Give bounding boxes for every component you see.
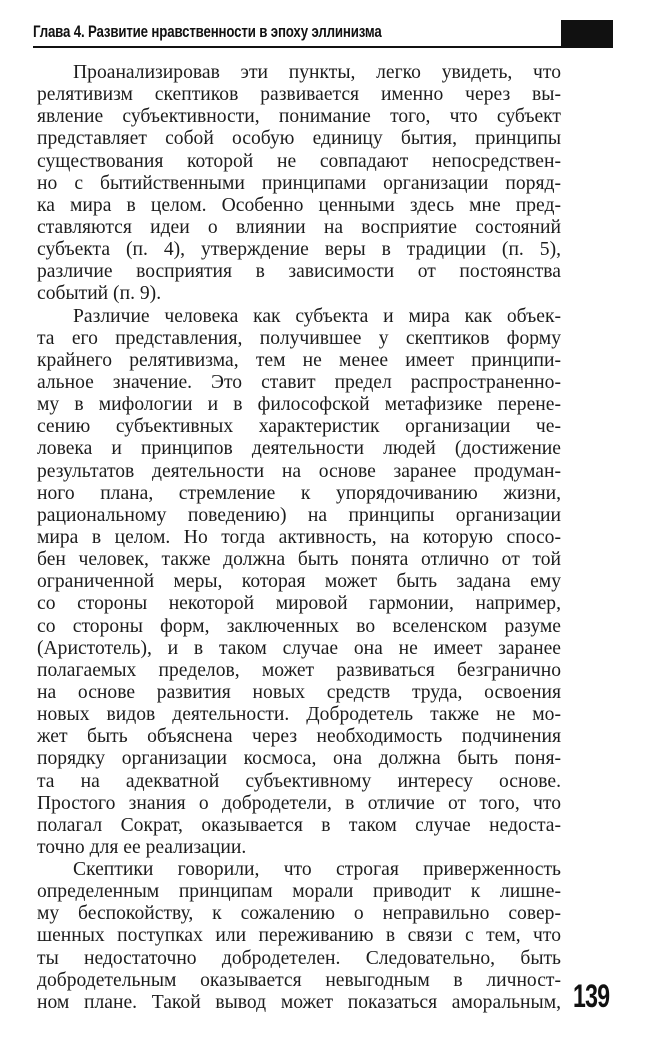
text-line: ном плане. Такой вывод может показаться аморальным,	[37, 991, 561, 1013]
text-line: ловека и принципов деятельности людей (достижение	[37, 438, 561, 460]
text-line: полагаемых пределов, может развиваться безгранично	[37, 659, 561, 681]
text-line: со стороны форм, заключенных во вселенском разуме	[37, 615, 561, 637]
text-line: та на адекватной субъективному интересу основе.	[37, 770, 561, 792]
text-line: явление субъективности, понимание того, что субъект	[37, 106, 561, 128]
text-line: представляет собой особую единицу бытия, принципы	[37, 128, 561, 150]
text-line: Различие человека как субъекта и мира как объек-	[73, 305, 561, 327]
paragraph	[37, 859, 561, 1014]
text-line: шенных поступках или переживанию в связи с тем, что	[37, 925, 561, 947]
text-line: мира в целом. Но тогда активность, на которую спосо-	[37, 526, 561, 548]
text-line: Простого знания о добродетели, в отличие от того, что	[37, 792, 561, 814]
chapter-title: Глава 4. Развитие нравственности в эпоху эллинизма	[33, 22, 382, 41]
header-rule	[33, 46, 613, 48]
text-line: бен человек, также должна быть понята отлично от той	[37, 549, 561, 571]
text-line: релятивизм скептиков развивается именно через вы-	[37, 84, 561, 106]
text-line: альное значение. Это ставит предел распространенно-	[37, 371, 561, 393]
text-line: му беспокойству, к сожалению о неправильно совер-	[37, 903, 561, 925]
text-line: различие восприятия в зависимости от постоянства	[37, 261, 561, 283]
text-line: крайнего релятивизма, тем не менее имеет принципи-	[37, 349, 561, 371]
page-body	[37, 62, 561, 1014]
text-line: ставляются идеи о влиянии на восприятие состояний	[37, 216, 561, 238]
text-line: но с бытийственными принципами организации поряд-	[37, 172, 561, 194]
running-header	[33, 20, 613, 48]
text-line: на основе развития новых средств труда, освоения	[37, 681, 561, 703]
text-line: со стороны некоторой мировой гармонии, например,	[37, 593, 561, 615]
text-line: добродетельным оказывается невыгодным в личност-	[37, 969, 561, 991]
paragraph	[37, 306, 561, 860]
text-line: ного плана, стремление к упорядочиванию жизни,	[37, 482, 561, 504]
text-line: субъекта (п. 4), утверждение веры в традиции (п. 5),	[37, 239, 561, 261]
header-black-block	[561, 20, 613, 46]
text-line: ограниченной меры, которая может быть задана ему	[37, 571, 561, 593]
text-line: результатов деятельности на основе заранее продуман-	[37, 460, 561, 482]
paragraph	[37, 62, 561, 306]
text-line: сению субъективных характеристик организации че-	[37, 416, 561, 438]
text-line: определенным принципам морали приводит к лишне-	[37, 881, 561, 903]
text-line: полагал Сократ, оказывается в таком случае недоста-	[37, 814, 561, 836]
text-line: та его представления, получившее у скептиков форму	[37, 327, 561, 349]
page-number: 139	[573, 978, 610, 1014]
text-line: новых видов деятельности. Добродетель также не мо-	[37, 704, 561, 726]
text-line: порядку организации космоса, она должна быть поня-	[37, 748, 561, 770]
text-line: ка мира в целом. Особенно ценными здесь мне пред-	[37, 194, 561, 216]
text-line: рациональному поведению) на принципы организации	[37, 504, 561, 526]
text-line: (Аристотель), и в таком случае она не имеет заранее	[37, 637, 561, 659]
text-line: жет быть объяснена через необходимость подчинения	[37, 726, 561, 748]
text-line: точно для ее реализации.	[37, 836, 247, 858]
text-line: Скептики говорили, что строгая приверженность	[73, 859, 561, 881]
text-line: событий (п. 9).	[37, 283, 162, 305]
text-line: существования которой не совпадают непосредствен-	[37, 150, 561, 172]
text-line: ты недостаточно добродетелен. Следовательно, быть	[37, 947, 561, 969]
text-line: му в мифологии и в философской метафизике перене-	[37, 394, 561, 416]
text-line: Проанализировав эти пункты, легко увидеть, что	[73, 62, 561, 83]
